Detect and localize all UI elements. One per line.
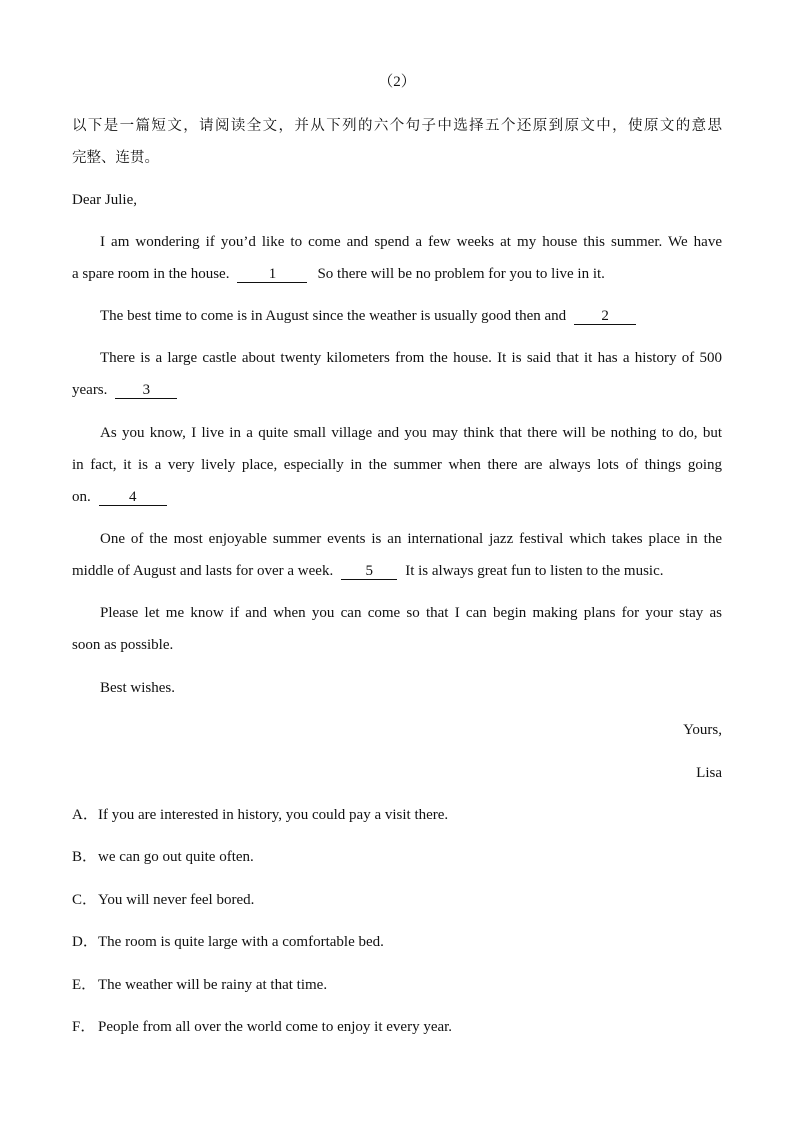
option-text: People from all over the world come to enjoy it every year. bbox=[98, 1019, 453, 1035]
paragraph-4-text: on. bbox=[72, 489, 91, 505]
paragraph-2-line-1 bbox=[100, 306, 722, 326]
paragraph-5-line-1: One of the most enjoyable summer events is an international jazz festival which takes place in the bbox=[100, 531, 722, 547]
paragraph-6-line-1: Please let me know if and when you can come so that I can begin making plans for your stay as bbox=[100, 605, 722, 621]
blank-2[interactable]: 2 bbox=[574, 308, 636, 325]
paragraph-5-text-b: It is always great fun to listen to the music. bbox=[405, 563, 664, 579]
option-c[interactable] bbox=[72, 890, 254, 910]
blank-5[interactable]: 5 bbox=[341, 563, 397, 580]
option-b[interactable] bbox=[72, 847, 254, 867]
option-e[interactable] bbox=[72, 975, 327, 995]
option-a[interactable] bbox=[72, 805, 448, 825]
paragraph-3-text: years. bbox=[72, 382, 108, 398]
option-text: we can go out quite often. bbox=[98, 849, 254, 865]
letter-closing: Best wishes. bbox=[100, 680, 175, 696]
letter-greeting: Dear Julie, bbox=[72, 192, 137, 208]
paragraph-3-line-2 bbox=[72, 380, 722, 400]
paragraph-2-text: The best time to come is in August since the weather is usually good then and bbox=[100, 308, 567, 324]
option-letter: E． bbox=[72, 977, 97, 993]
option-letter: C． bbox=[72, 892, 98, 908]
paragraph-5-text-a: middle of August and lasts for over a week. bbox=[72, 563, 334, 579]
option-letter: D． bbox=[72, 934, 98, 950]
paragraph-4-line-1: As you know, I live in a quite small village and you may think that there will be nothing to do, but bbox=[100, 425, 722, 441]
option-text: You will never feel bored. bbox=[98, 892, 255, 908]
option-letter: F． bbox=[72, 1019, 96, 1035]
option-letter: B． bbox=[72, 849, 98, 865]
paragraph-6-line-2: soon as possible. bbox=[72, 637, 174, 653]
paragraph-1-text-b: So there will be no problem for you to live in it. bbox=[317, 266, 605, 282]
letter-signoff: Yours, bbox=[683, 722, 722, 738]
section-number: （2） bbox=[378, 74, 416, 90]
letter-signature: Lisa bbox=[696, 765, 722, 781]
option-letter: A． bbox=[72, 807, 98, 823]
paragraph-1-line-2 bbox=[72, 264, 722, 284]
option-text: If you are interested in history, you could pay a visit there. bbox=[98, 807, 449, 823]
option-f[interactable] bbox=[72, 1017, 452, 1037]
option-text: The room is quite large with a comfortable bed. bbox=[98, 934, 384, 950]
blank-3[interactable]: 3 bbox=[115, 382, 177, 399]
paragraph-4-line-2: in fact, it is a very lively place, especially in the summer when there are always lots of things going bbox=[72, 457, 722, 473]
blank-4[interactable]: 4 bbox=[99, 489, 167, 506]
paragraph-1-text-a: a spare room in the house. bbox=[72, 266, 230, 282]
blank-1[interactable]: 1 bbox=[237, 266, 307, 283]
option-d[interactable] bbox=[72, 932, 384, 952]
paragraph-3-line-1: There is a large castle about twenty kilometers from the house. It is said that it has a history of 500 bbox=[100, 350, 722, 366]
instructions-line-2: 完整、连贯。 bbox=[72, 150, 159, 166]
paragraph-4-line-3 bbox=[72, 487, 722, 507]
paragraph-1-line-1: I am wondering if you’d like to come and spend a few weeks at my house this summer. We have bbox=[100, 234, 722, 250]
option-text: The weather will be rainy at that time. bbox=[98, 977, 328, 993]
instructions-line-1: 以下是一篇短文，请阅读全文，并从下列的六个句子中选择五个还原到原文中，使原文的意思 bbox=[72, 118, 722, 134]
paragraph-5-line-2 bbox=[72, 561, 722, 581]
